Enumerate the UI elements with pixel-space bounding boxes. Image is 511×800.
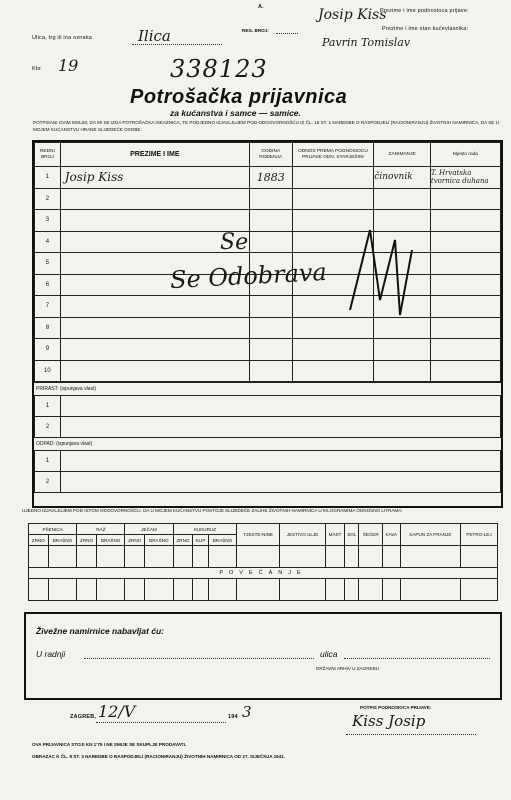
supply-box bbox=[24, 612, 502, 700]
row-name bbox=[60, 188, 249, 210]
stock-cell bbox=[208, 579, 237, 601]
footer-note-1: OVA PRIJAVNICA STOJI KN 1'75 I NE SMIJE SE SKUPLJE PRODAVATI. bbox=[32, 742, 187, 747]
stock-cell bbox=[145, 546, 174, 568]
row-year bbox=[249, 296, 292, 318]
odpad-table bbox=[34, 450, 501, 493]
stock-col: SOL bbox=[345, 524, 359, 546]
row-occupation: činovnik bbox=[374, 167, 431, 189]
footer-city: ZAGREB, bbox=[70, 714, 97, 720]
stock-cell bbox=[280, 546, 326, 568]
row-year bbox=[249, 188, 292, 210]
stock-cell bbox=[359, 546, 383, 568]
row-year bbox=[249, 360, 292, 382]
signature: Kiss Josip bbox=[352, 712, 426, 730]
stock-cell bbox=[461, 579, 498, 601]
col-workplace: Mjesto rada bbox=[430, 143, 500, 167]
row-name bbox=[60, 317, 249, 339]
applicant-value: Josip Kiss bbox=[318, 7, 387, 23]
row-occupation bbox=[374, 188, 431, 210]
row-no: 8 bbox=[35, 317, 61, 339]
stock-subheader: ZRNO bbox=[173, 535, 193, 546]
stock-subheader: BRAŠNO bbox=[145, 535, 174, 546]
row-name bbox=[60, 210, 249, 232]
row-no: 9 bbox=[35, 339, 61, 361]
stock-cell bbox=[125, 546, 145, 568]
row-year bbox=[249, 339, 292, 361]
row-relation bbox=[292, 339, 374, 361]
stock-col: SAPUN ZA PRANJE bbox=[400, 524, 460, 546]
row-no: 5 bbox=[35, 253, 61, 275]
stock-cell bbox=[48, 579, 77, 601]
prirast-table bbox=[34, 395, 501, 438]
footer-year-prefix: 194 bbox=[228, 714, 238, 720]
stock-cell bbox=[96, 579, 125, 601]
table-row bbox=[35, 360, 501, 382]
table-row bbox=[35, 210, 501, 232]
stamp-se: Se bbox=[220, 230, 249, 255]
table-row bbox=[35, 317, 501, 339]
stock-cell bbox=[383, 546, 401, 568]
stock-col: MAST bbox=[325, 524, 344, 546]
row-workplace: T. Hrvatska tvornica duhana bbox=[430, 167, 500, 189]
street-label: Ulica, trg ili ina oznaka bbox=[32, 35, 93, 41]
stock-cell bbox=[29, 579, 49, 601]
kbr-value: 19 bbox=[58, 56, 79, 75]
row-year bbox=[249, 231, 292, 253]
stock-cell bbox=[280, 579, 326, 601]
row-name: Josip Kiss bbox=[60, 167, 249, 189]
stock-cell bbox=[173, 579, 193, 601]
reg-line bbox=[276, 33, 298, 34]
stock-cell bbox=[359, 579, 383, 601]
approval-scribble bbox=[340, 220, 420, 330]
household-value: Pavrin Tomislav bbox=[322, 36, 411, 49]
row-no: 2 bbox=[35, 188, 61, 210]
footer-date: 12/V bbox=[98, 702, 136, 721]
row-workplace bbox=[430, 231, 500, 253]
prirast-row-no: 1 bbox=[35, 396, 61, 417]
odpad-row-no: 1 bbox=[35, 451, 61, 472]
signature-label: POTPIS PODNOSIOCA PRIJAVE: bbox=[360, 705, 432, 710]
stock-cell bbox=[125, 579, 145, 601]
footer-note-2: OBRAZAC K ČL. 9 ST. 3 NAREDBE O RASPODJELI (RACIONIRANJU) ŽIVOTNIH NAMIRNICA OD 27. SIJEČNJA 1941. bbox=[32, 754, 286, 759]
stock-cell bbox=[193, 546, 208, 568]
row-no: 3 bbox=[35, 210, 61, 232]
footer-year: 3 bbox=[242, 703, 252, 721]
stock-col: ŠEĆER bbox=[359, 524, 383, 546]
stock-cell bbox=[461, 546, 498, 568]
stock-cell bbox=[325, 546, 344, 568]
row-workplace bbox=[430, 360, 500, 382]
stock-col: TJESTE-NINE bbox=[237, 524, 280, 546]
shop-label: U radnji bbox=[36, 649, 66, 659]
stock-intro: UJEDNO IZJAVLJUJEM POD ISTOM ODGOVORNOŠĆU, DA U MOJEM KUĆANSTVU POSTOJE SLIJEDEĆE ZALIHE ŽIVOTNIH NAMIRNICA U KILOGRAMIMA ODNOSNO LITRAMA: bbox=[22, 508, 403, 513]
table-row bbox=[35, 167, 501, 189]
row-workplace bbox=[430, 317, 500, 339]
stock-subheader: ZRNO bbox=[125, 535, 145, 546]
table-row bbox=[35, 231, 501, 253]
stock-cell bbox=[237, 546, 280, 568]
stock-subheader: ZRNO bbox=[77, 535, 97, 546]
prirast-label: PRIRAST: (ispunjava vlast) bbox=[34, 382, 501, 395]
persons-table-frame bbox=[32, 140, 503, 508]
row-no: 1 bbox=[35, 167, 61, 189]
row-workplace bbox=[430, 339, 500, 361]
row-workplace bbox=[430, 188, 500, 210]
row-occupation bbox=[374, 339, 431, 361]
row-no: 4 bbox=[35, 231, 61, 253]
stock-cell bbox=[345, 546, 359, 568]
stock-cell bbox=[48, 546, 77, 568]
kbr-label: Kbr. bbox=[32, 66, 43, 72]
stock-cell bbox=[400, 579, 460, 601]
stock-group: RAŽ bbox=[77, 524, 125, 535]
row-workplace bbox=[430, 210, 500, 232]
date-line bbox=[96, 722, 226, 723]
table-row bbox=[35, 188, 501, 210]
form-title: Potrošačka prijavnica bbox=[130, 86, 348, 108]
stock-cell bbox=[208, 546, 237, 568]
stock-cell bbox=[145, 579, 174, 601]
stock-cell bbox=[237, 579, 280, 601]
stock-group: JEČAM bbox=[125, 524, 173, 535]
col-name: PREZIME I IME bbox=[60, 143, 249, 167]
stock-cell bbox=[77, 546, 97, 568]
stock-cell bbox=[173, 546, 193, 568]
row-workplace bbox=[430, 296, 500, 318]
row-no: 6 bbox=[35, 274, 61, 296]
applicant-label: Prezime i ime podnosioca prijave: bbox=[380, 8, 469, 14]
stock-cell bbox=[29, 546, 49, 568]
stock-cell bbox=[345, 579, 359, 601]
signature-line bbox=[346, 734, 476, 735]
stock-cell bbox=[77, 579, 97, 601]
stock-subheader: ZRNO bbox=[29, 535, 49, 546]
stock-col: PETRO-LEJ bbox=[461, 524, 498, 546]
col-year: GODINA ROĐENJA bbox=[249, 143, 292, 167]
row-workplace bbox=[430, 253, 500, 275]
stock-subheader: BRAŠNO bbox=[96, 535, 125, 546]
row-workplace bbox=[430, 274, 500, 296]
household-label: Prezime i ime stan kućevlasnika: bbox=[382, 26, 469, 32]
col-occupation: ZANIMANJE bbox=[374, 143, 431, 167]
stock-col: KAVA bbox=[383, 524, 401, 546]
row-no: 10 bbox=[35, 360, 61, 382]
stock-table bbox=[28, 523, 498, 601]
odpad-label: ODPAD: (ispunjava vlast) bbox=[36, 441, 93, 447]
table-row bbox=[35, 339, 501, 361]
serial-number: 338123 bbox=[170, 55, 268, 83]
row-name bbox=[60, 296, 249, 318]
row-relation bbox=[292, 188, 374, 210]
letter-a: A. bbox=[258, 4, 264, 10]
stock-group: PŠENICA bbox=[29, 524, 77, 535]
street-line bbox=[132, 44, 222, 45]
row-name bbox=[60, 339, 249, 361]
intro-text: POTPISANI OVIM MOLIM, DA MI SE IZDA POTROŠAČKA ISKAZNICA, TE PODJEDNO IZJAVLJUJEM POD ODGOVORNOŠĆU IZ ČL. 18 ST. 1 NAREDBE O RASPODJELI (RACIONIRANJU) ŽIVOTNIH NAMIRNICA, DA SE U MOJEM KUĆANSTVU HRANE SLIJEDEĆE OSOBE: bbox=[33, 120, 499, 132]
stock-cell bbox=[325, 579, 344, 601]
row-relation bbox=[292, 360, 374, 382]
stock-group: KUKURUZ bbox=[173, 524, 237, 535]
stamp-odobrava: Se Odobrava bbox=[169, 257, 328, 295]
povecanje-label: POVEĆANJE bbox=[29, 568, 498, 579]
shop-line bbox=[84, 658, 314, 659]
row-occupation bbox=[374, 360, 431, 382]
row-no: 7 bbox=[35, 296, 61, 318]
row-name bbox=[60, 360, 249, 382]
stock-subheader: BRAŠNO bbox=[208, 535, 237, 546]
stock-cell bbox=[400, 546, 460, 568]
stock-cell bbox=[193, 579, 208, 601]
stock-cell bbox=[96, 546, 125, 568]
stock-subheader: KLIP bbox=[193, 535, 208, 546]
stock-cell bbox=[383, 579, 401, 601]
shop-street-label: ulica bbox=[320, 649, 338, 659]
odpad-row-no: 2 bbox=[35, 472, 61, 493]
form-subtitle: za kućanstva i samce — samice. bbox=[170, 108, 301, 118]
stock-subheader: BRAŠNO bbox=[48, 535, 77, 546]
row-relation bbox=[292, 167, 374, 189]
prirast-row-no: 2 bbox=[35, 417, 61, 438]
shop-street-line bbox=[344, 658, 490, 659]
row-year bbox=[249, 317, 292, 339]
reg-label: REG. BROJ: bbox=[242, 28, 269, 33]
archive-stamp: DRŽAVNI ARHIV U ZAGREBU bbox=[316, 666, 379, 671]
col-no: REDNI BROJ bbox=[35, 143, 61, 167]
supply-title: Živežne namirnice nabavljat ću: bbox=[36, 626, 165, 636]
stock-col: JESTIVO ULJE bbox=[280, 524, 326, 546]
col-relation: ODNOS PREMA PODNOSIOCU PRIJAVE ODN. STARJEŠINI bbox=[292, 143, 374, 167]
row-year bbox=[249, 210, 292, 232]
table-row bbox=[35, 296, 501, 318]
street-value: Ilica bbox=[138, 27, 171, 45]
row-year: 1883 bbox=[249, 167, 292, 189]
